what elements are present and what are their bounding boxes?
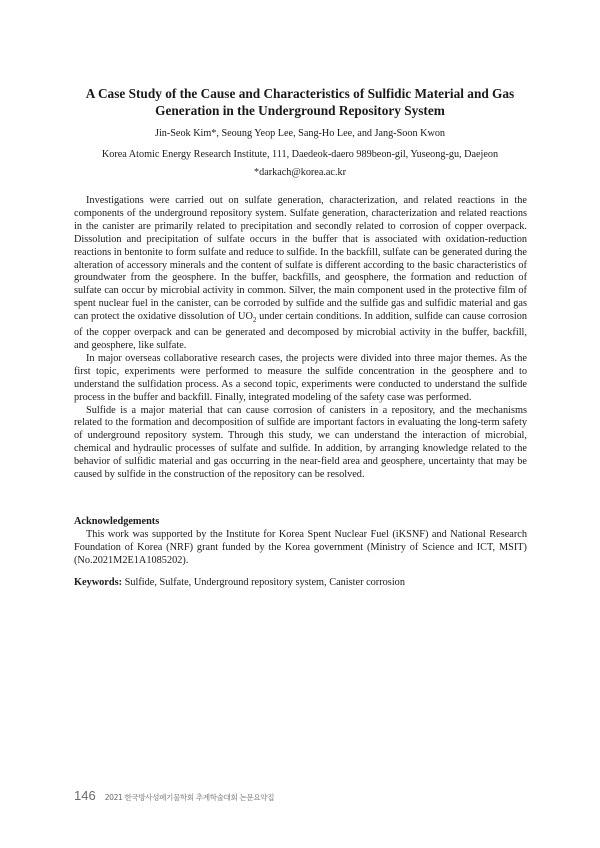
corresponding-email: *darkach@korea.ac.kr xyxy=(254,167,346,178)
acknowledgements-text: This work was supported by the Institute for Korea Spent Nuclear Fuel (iKSNF) and National Research Foundation of Korea (NRF) grant funded by the Korea government (Ministry of Science and ICT, MSIT) (No.2021M2E1A1085202). xyxy=(74,529,527,566)
abstract-paragraph-2: In major overseas collaborative research cases, the projects were divided into three major themes. As the first topic, experiments were performed to measure the sulfide concentration in the geosphere and to understand the sulfidation process. As a second topic, experiments were conducted to understand the sulfide process in the buffer and backfill. Finally, integrated modeling of the safety case was performed. xyxy=(74,352,527,403)
affiliation: Korea Atomic Energy Research Institute, 111, Daedeok-daero 989beon-gil, Yuseong-gu, Daejeon xyxy=(101,149,499,160)
author-list: Jin-Seok Kim*, Seoung Yeop Lee, Sang-Ho Lee, and Jang-Soon Kwon xyxy=(154,128,446,139)
abstract-paragraph-1 xyxy=(74,195,527,353)
abstract-p1-subscript: 2 xyxy=(252,316,257,325)
paper-title-line-2: Generation in the Underground Repository System xyxy=(155,102,445,118)
keywords-label: Keywords: xyxy=(74,577,123,588)
page-number: 146 xyxy=(74,788,96,803)
acknowledgements-heading: Acknowledgements xyxy=(74,516,160,527)
abstract xyxy=(74,195,527,482)
abstract-p1-text-cont: under certain conditions. In addition, sulfide can cause corrosion of the copper overpack and can be generated and decomposed by microbial activity in the buffer, backfill, and geosphere, like sulfate. xyxy=(74,311,527,352)
paper-title-line-1: A Case Study of the Cause and Characteristics of Sulfidic Material and Gas xyxy=(85,86,515,101)
conference-proceedings-name: 2021 한국방사성폐기물학회 추계학술대회 논문요약집 xyxy=(104,793,275,802)
page-footer xyxy=(74,788,274,803)
keywords-list: Sulfide, Sulfate, Underground repository system, Canister corrosion xyxy=(122,577,405,588)
acknowledgements xyxy=(74,529,527,568)
paper-title xyxy=(60,86,540,119)
abstract-p1-text: Investigations were carried out on sulfate generation, characterization, and related reactions in the components of the underground repository system. Sulfate generation, characterization and related reactions in the canister are primarily related to precipitation and secondly related to corrosion of copper overpack. Dissolution and precipitation of sulfate occurs in the buffer that is associated with oxidation-reduction reactions in bentonite to form sulfate and reduce to sulfide. In the backfill, sulfate can be generated during the alteration of accessory minerals and the content of sulfate is different according to the basic characteristics of groundwater from the geosphere. In the buffer, backfills, and geosphere, the formation and reduction of sulfate can occur by microbial activity in common. Silver, the main component used in the protective film of spent nuclear fuel in the canister, can be corroded by sulfide and the sulfide gas and sulfidic material and gas can protect the oxidative dissolution of UO xyxy=(74,195,527,323)
abstract-paragraph-3: Sulfide is a major material that can cause corrosion of canisters in a repository, and the mechanisms related to the formation and decomposition of sulfide are important factors in evaluating the long-term safety of underground repository system. Through this study, we can understand the interaction of microbial, chemical and hydraulic processes of sulfate and sulfide. In addition, by arranging knowledge related to the behavior of sulfidic material and gas occurring in the near-field area and geosphere, uncertainty that may be caused by sulfide in the construction of the repository can be resolved. xyxy=(74,404,527,481)
keywords xyxy=(74,577,527,590)
